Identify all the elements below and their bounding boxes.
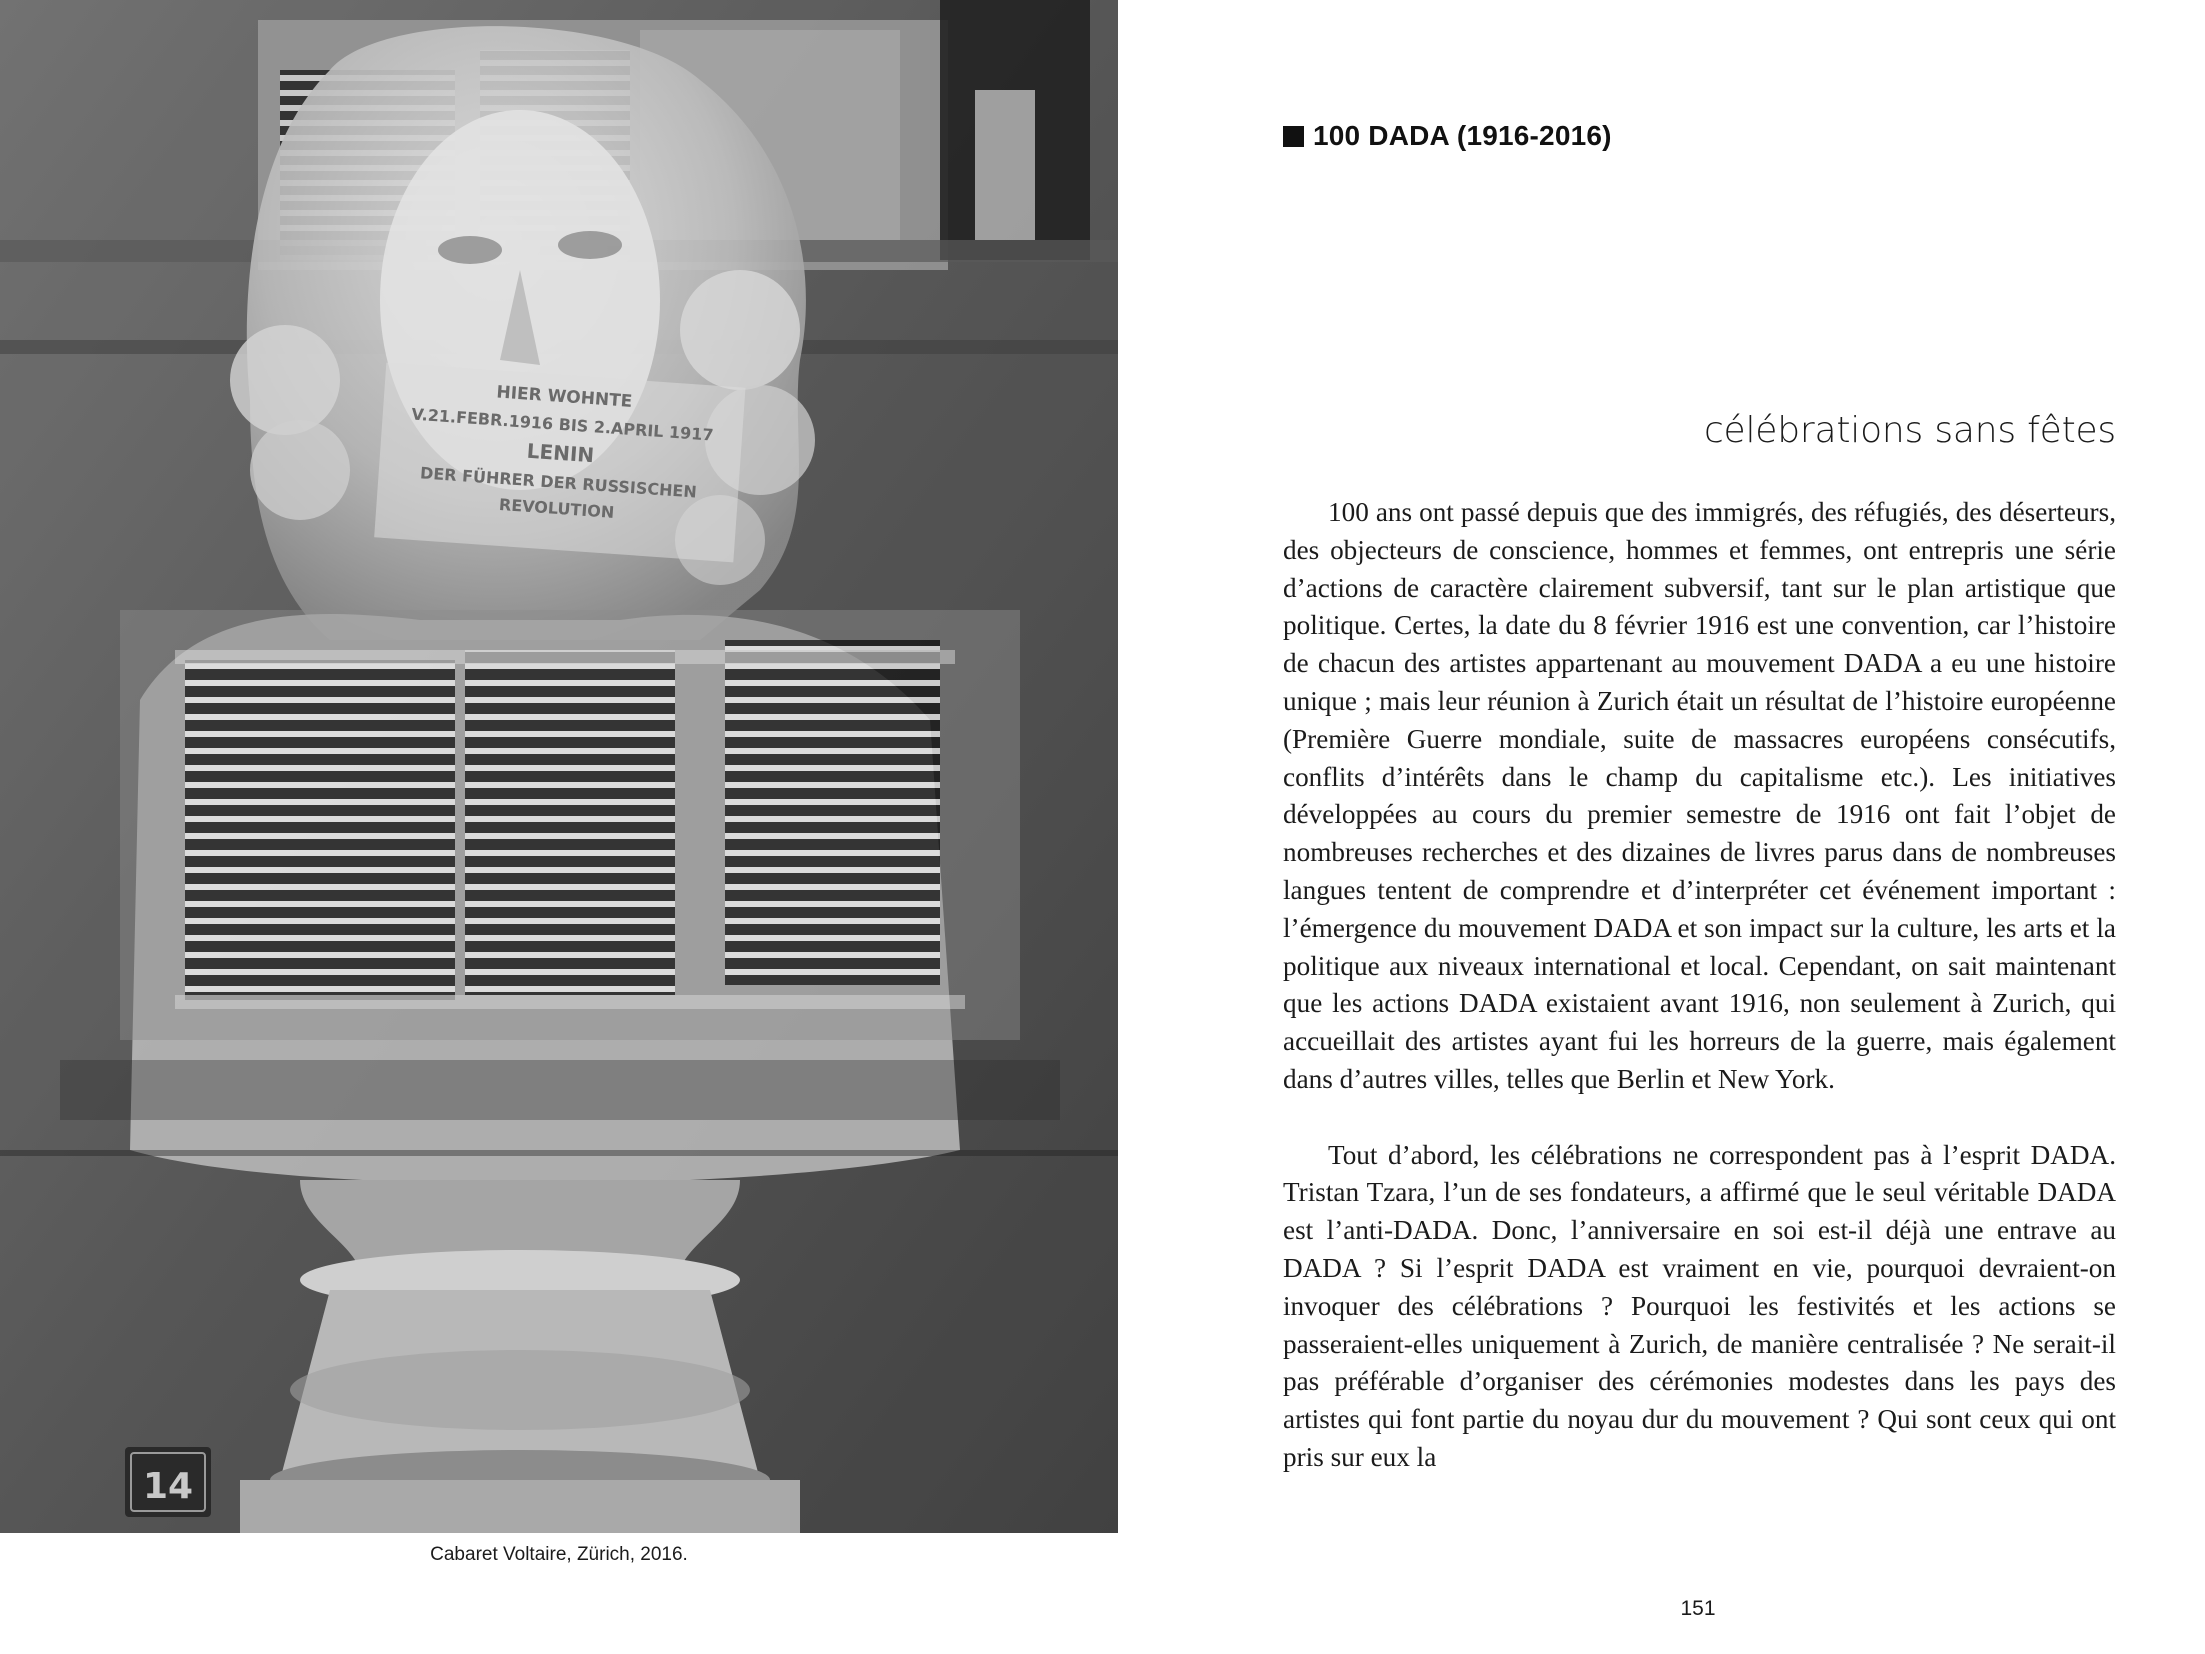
lower-shutter <box>120 610 1020 1040</box>
lenin-plaque <box>374 363 745 563</box>
plaque-line-5: REVOLUTION <box>498 494 615 522</box>
double-exposure-photo <box>0 0 1118 1533</box>
paragraph-1: 100 ans ont passé depuis que des immigrés, des réfugiés, des déserteurs, des objecteurs de conscience, hommes et femmes, ont entrepris une série d’actions de caractère clairement subversif, tant sur le plan artistique que politique. Certes, la date du 8 février 1916 est une convention, car l’histoire de chacun des artistes appartenant au mouvement DADA a eu une histoire unique ; mais leur réunion à Zurich était un résultat de l’histoire européenne (Première Guerre mondiale, suite de massacres européens consécutifs, conflits d’intérêts dans le champ du capitalisme etc.). Les initiatives développées au cours du premier semestre de 1916 ont fait l’objet de nombreuses recherches et des dizaines de livres parus dans de nombreuses langues tentent de comprendre et d’interpréter cet événement important : l’émergence du mouvement DADA et son impact sur la culture, les arts et la politique aux niveaux international et local. Cependant, on sait maintenant que les actions DADA existaient avant 1916, non seulement à Zurich, qui accueillait des artistes ayant fui les horreurs de la guerre, mais également dans d’autres villes, telles que Berlin et New York. <box>1283 497 2116 1094</box>
plaque-line-2: V.21.FEBR.1916 BIS 2.APRIL 1917 <box>410 404 715 445</box>
plaque-line-4: DER FÜHRER DER RUSSISCHEN <box>419 463 698 502</box>
house-number-text: 14 <box>142 1466 194 1507</box>
running-head <box>1283 120 1612 152</box>
running-head-text: 100 DADA (1916-2016) <box>1313 120 1612 151</box>
square-bullet-icon <box>1283 126 1304 147</box>
photo-caption: Cabaret Voltaire, Zürich, 2016. <box>430 1544 688 1565</box>
paragraph-2: Tout d’abord, les célébrations ne correspondent pas à l’esprit DADA. Tristan Tzara, l’un de ses fondateurs, a affirmé que le seul véritable DADA est l’anti-DADA. Donc, l’anniversaire en soi est-il déjà une entrave au DADA ? Si l’esprit DADA est vraiment en vie, pourquoi devraient-on invoquer des célébrations ? Pourquoi les festivités et les actions se passeraient-elles uniquement à Zurich, de manière centralisée ? Ne serait-il pas préférable d’organiser des cérémonies modestes dans les pays des artistes qui font partie du noyau dur du mouvement ? Qui sont ceux qui ont pris sur eux la <box>1283 1139 2116 1472</box>
plaque-line-3: LENIN <box>526 438 595 468</box>
house-number-sign <box>125 1447 211 1517</box>
plaque-line-1: HIER WOHNTE <box>495 382 633 412</box>
chapter-title: célébrations sans fêtes <box>1703 410 2116 451</box>
page-number: 151 <box>1680 1597 1716 1620</box>
body-text <box>1283 494 2116 1477</box>
